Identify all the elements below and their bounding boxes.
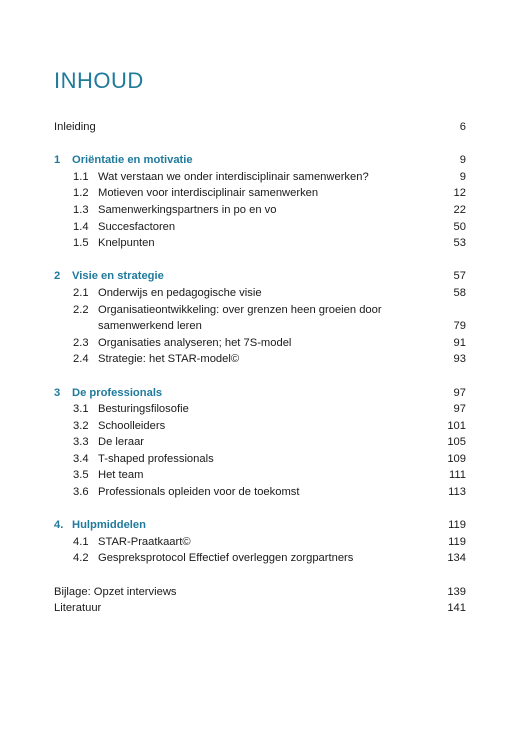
section-number: 2.4 [73,353,89,366]
section-title: STAR-Praatkaart© [98,535,191,548]
toc-chapter-3[interactable] [54,385,466,402]
toc-entry-appendix[interactable] [54,584,466,601]
toc-entry-label: Inleiding [54,121,96,133]
toc-entry-page: 6 [459,121,466,133]
toc-section-3-2[interactable] [54,418,466,435]
table-of-contents [54,119,466,617]
toc-entry-literature[interactable] [54,600,466,617]
section-title: Knelpunten [98,237,155,250]
toc-entry-page: 139 [447,585,466,598]
section-page: 93 [453,353,466,366]
toc-section-2-4[interactable] [54,351,466,368]
section-page: 101 [447,419,466,432]
section-title: Wat verstaan we onder interdisciplinair samenwerken? [98,170,369,183]
section-number: 2.3 [73,336,89,349]
toc-section-1-1[interactable] [54,169,466,186]
chapter-page: 97 [453,386,466,399]
section-title: Strategie: het STAR-model© [98,353,240,366]
section-title-continued: samenwerkend leren [98,320,202,333]
section-page: 53 [453,237,466,250]
toc-chapter-2[interactable] [54,268,466,285]
section-page: 12 [453,187,466,200]
toc-section-1-3[interactable] [54,202,466,219]
section-number: 3.1 [73,403,89,416]
section-title: T-shaped professionals [98,452,214,465]
chapter-page: 9 [459,154,466,167]
section-page: 134 [447,552,466,565]
section-title: Onderwijs en pedagogische visie [98,286,262,299]
section-number: 1.1 [73,170,89,183]
section-number: 1.2 [73,187,89,200]
chapter-number: 1 [54,154,61,167]
toc-section-3-5[interactable] [54,467,466,484]
toc-section-3-3[interactable] [54,434,466,451]
section-title: Succesfactoren [98,220,176,233]
toc-section-1-5[interactable] [54,235,466,252]
section-title: Organisatieontwikkeling: over grenzen heen groeien door [98,303,382,316]
section-page: 105 [447,436,466,449]
section-number: 4.2 [73,552,89,565]
section-title: Professionals opleiden voor de toekomst [98,486,300,499]
toc-section-2-2-continued[interactable] [54,318,466,335]
section-title: Gespreksprotocol Effectief overleggen zorgpartners [98,552,354,565]
toc-section-3-1[interactable] [54,401,466,418]
section-number: 1.3 [73,203,89,216]
chapter-title: Oriëntatie en motivatie [72,154,193,167]
toc-chapter-1[interactable] [54,152,466,169]
toc-entry-label: Literatuur [54,602,102,615]
section-number: 3.2 [73,419,89,432]
toc-section-3-6[interactable] [54,484,466,501]
section-page: 111 [448,469,466,482]
section-number: 1.5 [73,237,89,250]
toc-section-4-1[interactable] [54,534,466,551]
section-number: 1.4 [73,220,89,233]
section-number: 4.1 [73,535,89,548]
chapter-title: Visie en strategie [72,270,164,283]
toc-entry-label: Bijlage: Opzet interviews [54,585,177,598]
toc-section-4-2[interactable] [54,550,466,567]
toc-chapter-4[interactable] [54,517,466,534]
toc-section-2-1[interactable] [54,285,466,302]
chapter-page: 57 [453,270,466,283]
section-page: 58 [453,286,466,299]
section-page: 50 [453,220,466,233]
chapter-page: 119 [448,519,466,532]
section-page: 22 [453,203,466,216]
chapter-title: Hulpmiddelen [72,519,146,532]
toc-section-3-4[interactable] [54,451,466,468]
section-title: Samenwerkingspartners in po en vo [98,203,277,216]
section-title: Besturingsfilosofie [98,403,189,416]
section-page: 9 [459,170,466,183]
section-page: 97 [453,403,466,416]
section-number: 3.5 [73,469,89,482]
section-page: 113 [448,486,466,499]
section-number: 3.6 [73,486,89,499]
section-number: 2.1 [73,286,89,299]
section-title: Schoolleiders [98,419,166,432]
toc-section-1-2[interactable] [54,185,466,202]
section-title: Organisaties analyseren; het 7S-model [98,336,292,349]
page-title: INHOUD [54,68,144,93]
toc-section-2-3[interactable] [54,335,466,352]
section-title: Motieven voor interdisciplinair samenwerken [98,187,319,200]
section-page: 119 [448,535,466,548]
section-page: 109 [447,452,466,465]
section-page: 91 [453,336,466,349]
section-title: De leraar [98,436,145,449]
toc-entry-intro[interactable] [54,119,466,136]
toc-entry-page: 141 [447,602,466,615]
section-number: 2.2 [73,303,89,316]
section-number: 3.3 [73,436,89,449]
section-title: Het team [98,469,144,482]
toc-page [54,0,468,756]
chapter-number: 2 [54,270,61,283]
chapter-number: 3 [54,386,61,399]
chapter-title: De professionals [72,386,163,399]
toc-section-1-4[interactable] [54,219,466,236]
toc-section-2-2[interactable] [54,302,466,319]
section-number: 3.4 [73,452,89,465]
chapter-number: 4. [54,519,64,532]
section-page: 79 [453,320,466,333]
